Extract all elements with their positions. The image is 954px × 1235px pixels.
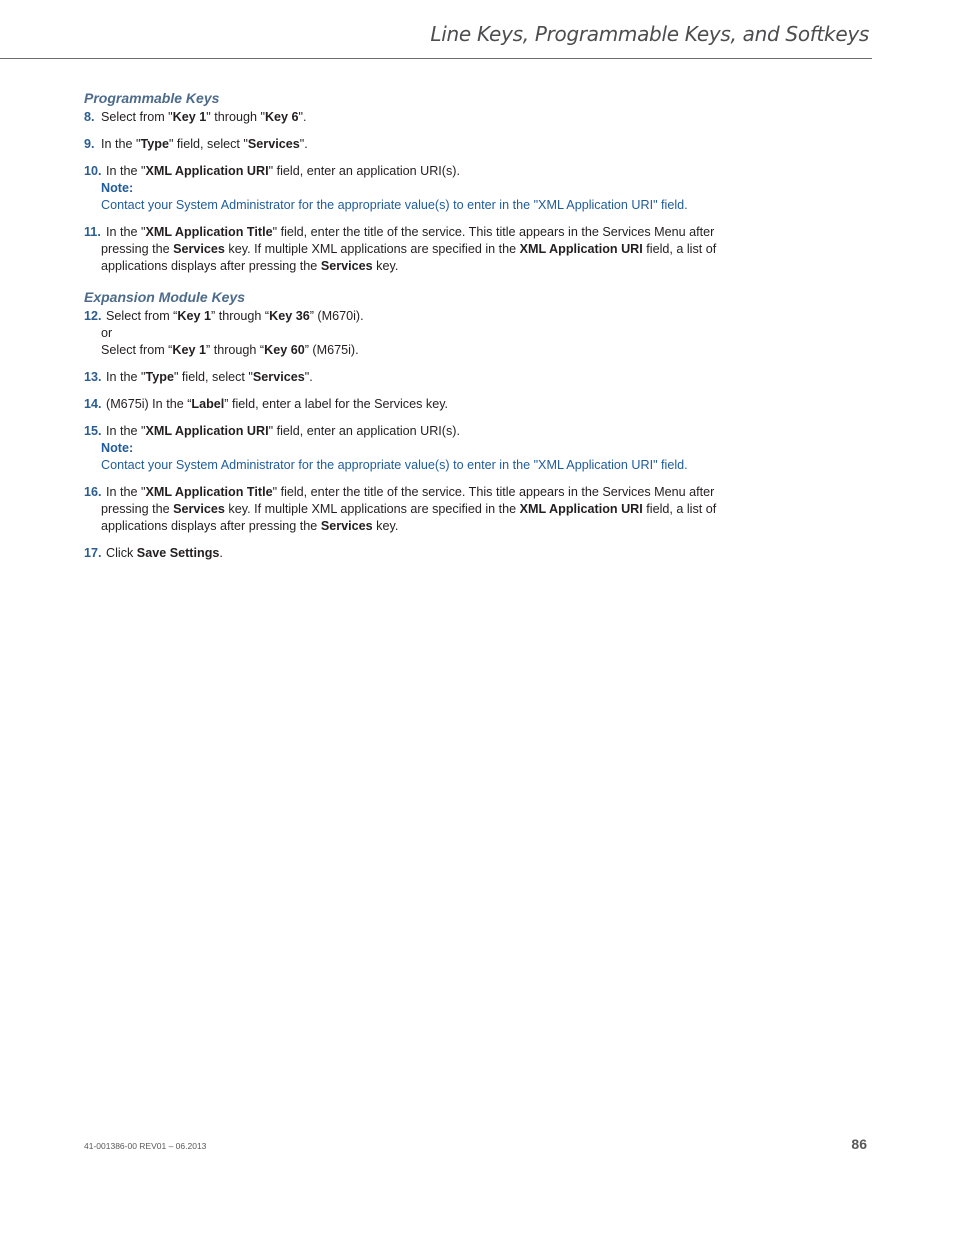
step-9 — [84, 136, 764, 153]
header-divider — [0, 58, 872, 59]
note-text: Contact your System Administrator for the appropriate value(s) to enter in the "XML Application URI" field. — [101, 458, 688, 472]
step-text-line-2: pressing the Services key. If multiple XML applications are specified in the XML Application URI field, a list of — [101, 502, 717, 516]
step-text: Select from "Key 1" through "Key 6". — [101, 110, 307, 124]
step-10 — [84, 163, 764, 214]
note-label: Note: — [101, 441, 134, 455]
step-14 — [84, 396, 764, 413]
footer-page-number: 86 — [851, 1136, 867, 1152]
step-15 — [84, 423, 764, 474]
step-text: Select from “Key 1” through “Key 36” (M670i). — [106, 309, 364, 323]
step-text: (M675i) In the “Label” field, enter a label for the Services key. — [106, 397, 449, 411]
step-11 — [84, 224, 764, 275]
step-text: Click Save Settings. — [106, 546, 223, 560]
step-text: In the "XML Application URI" field, enter an application URI(s). — [106, 164, 460, 178]
step-number: 16. — [84, 485, 102, 499]
step-number: 11. — [84, 225, 101, 239]
step-text-line-3: Select from “Key 1” through “Key 60” (M675i). — [101, 343, 359, 357]
step-8 — [84, 109, 764, 126]
step-text-line-2: pressing the Services key. If multiple XML applications are specified in the XML Application URI field, a list of — [101, 242, 717, 256]
page-header-title: Line Keys, Programmable Keys, and Softkeys — [430, 22, 869, 46]
note-label: Note: — [101, 181, 134, 195]
step-13 — [84, 369, 764, 386]
step-17 — [84, 545, 764, 562]
step-text-or: or — [101, 326, 113, 340]
document-body — [84, 90, 764, 572]
step-text: In the "Type" field, select "Services". — [106, 370, 313, 384]
step-text: In the "Type" field, select "Services". — [101, 137, 308, 151]
step-16 — [84, 484, 764, 535]
step-number: 14. — [84, 397, 102, 411]
note-text: Contact your System Administrator for the appropriate value(s) to enter in the "XML Application URI" field. — [101, 198, 688, 212]
step-text: In the "XML Application Title" field, enter the title of the service. This title appears in the Services Menu after — [106, 485, 715, 499]
step-number: 9. — [84, 137, 95, 151]
section-heading-programmable-keys: Programmable Keys — [84, 90, 220, 106]
step-number: 12. — [84, 309, 102, 323]
step-12 — [84, 308, 764, 359]
step-text-line-3: applications displays after pressing the Services key. — [101, 519, 399, 533]
step-number: 10. — [84, 164, 102, 178]
step-number: 15. — [84, 424, 102, 438]
section-heading-expansion-module-keys: Expansion Module Keys — [84, 289, 246, 305]
step-text-line-3: applications displays after pressing the Services key. — [101, 259, 399, 273]
step-text: In the "XML Application URI" field, enter an application URI(s). — [106, 424, 460, 438]
step-number: 17. — [84, 546, 102, 560]
step-number: 8. — [84, 110, 95, 124]
step-text: In the "XML Application Title" field, enter the title of the service. This title appears in the Services Menu after — [106, 225, 715, 239]
step-number: 13. — [84, 370, 102, 384]
footer-document-id: 41-001386-00 REV01 – 06.2013 — [84, 1141, 207, 1151]
